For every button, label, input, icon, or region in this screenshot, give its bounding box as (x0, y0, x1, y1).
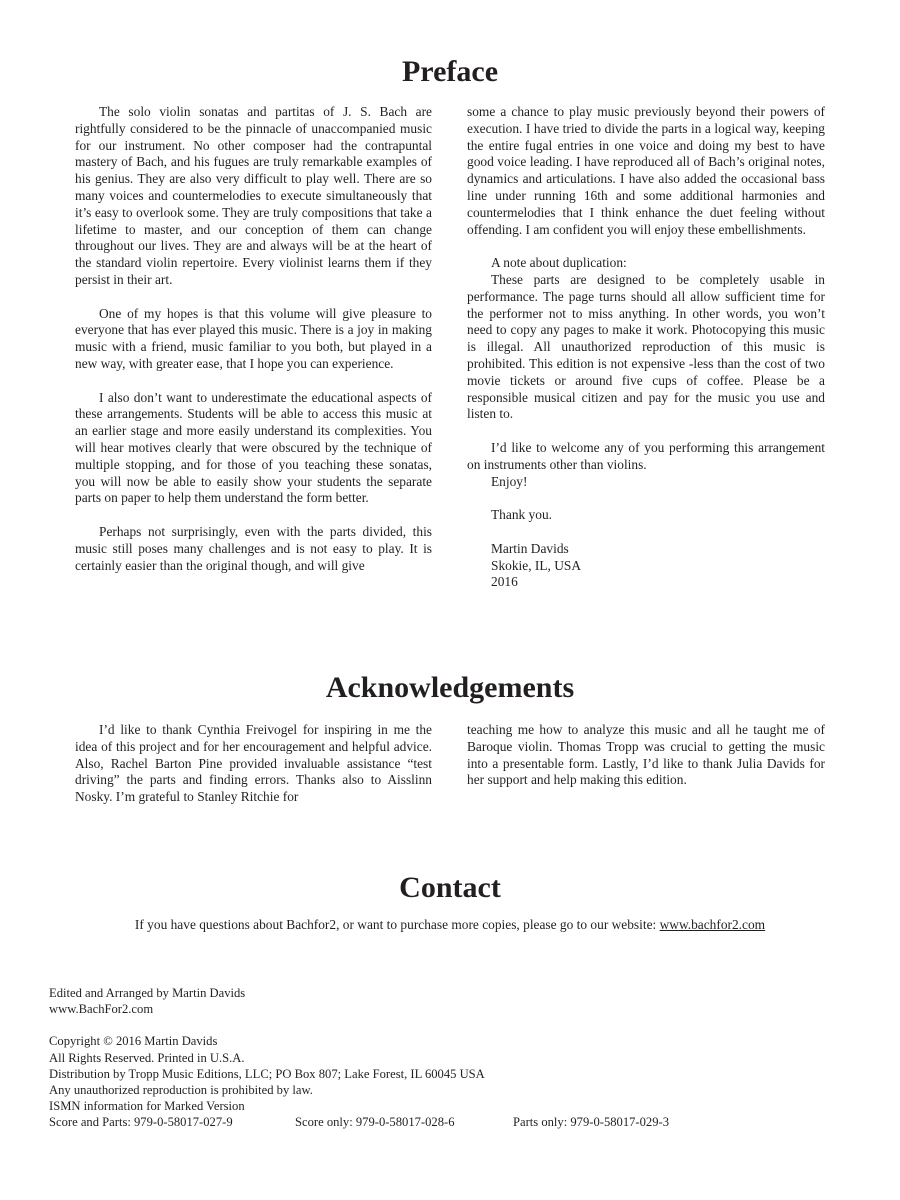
contact-line (0, 916, 900, 934)
duplication-text: These parts are designed to be completely usable in performance. The page turns should all allow sufficient time for the performer not to miss anything. In other words, you won’t need to copy any pages to make it work. Photocopying this music is illegal. All unauthorized reproduction of this music is prohibited. This edition is not expensive -less than the cost of two movie tickets or around five cups of coffee. Please be a responsible musical citizen and pay for the music you use and listen to. (467, 271, 825, 422)
ismn-info: ISMN information for Marked Version (49, 1099, 245, 1114)
duplication-heading: A note about duplication: (491, 255, 627, 271)
acknowledgements-text: I’d like to thank Cynthia Freivogel for inspiring in me the idea of this project and for her encouragement and helpful advice. Also, Rachel Barton Pine provided invaluable assistance “test driving” the parts and finding errors. Thanks also to Aisslinn Nosky. I’m grateful to Stanley Ritchie for (75, 722, 432, 805)
copyright: Copyright © 2016 Martin Davids (49, 1034, 218, 1049)
ismn-numbers (49, 1114, 849, 1130)
unauthorized-notice: Any unauthorized reproduction is prohibited by law. (49, 1083, 313, 1098)
acknowledgements-title: Acknowledgements (325, 671, 575, 704)
enjoy-text: Enjoy! (491, 473, 528, 489)
website-link[interactable]: www.bachfor2.com (659, 917, 766, 932)
acknowledgements-continuation: teaching me how to analyze this music and all he taught me of Baroque violin. Thomas Tropp was crucial to getting the music into a presentable form. Lastly, I’d like to thank Julia Davids for her support and help making this edition. (467, 722, 825, 788)
preface-title: Preface (401, 55, 499, 88)
rights: All Rights Reserved. Printed in U.S.A. (49, 1050, 245, 1065)
score-and-parts: Score and Parts: 979-0-58017-027-9 (49, 1115, 233, 1130)
preface-paragraph: One of my hopes is that this volume will give pleasure to everyone that has ever played this music. There is a joy in making music with a friend, music familiar to you both, but played in a new way, with greater ease, that I hope you can experience. (75, 305, 432, 371)
footer-site: www.BachFor2.com (49, 1002, 154, 1017)
preface-paragraph: Perhaps not surprisingly, even with the parts divided, this music still poses many challenges and is not easy to play. It is certainly easier than the original though, and will give (75, 523, 432, 573)
preface-left-column (75, 104, 432, 574)
distribution: Distribution by Tropp Music Editions, LLC; PO Box 807; Lake Forest, IL 60045 USA (49, 1066, 485, 1081)
score-only: Score only: 979-0-58017-028-6 (295, 1115, 455, 1130)
preface-paragraph: The solo violin sonatas and partitas of J. S. Bach are rightfully considered to be the pinnacle of unaccompanied music for our instrument. No other composer had the contrapuntal mastery of Bach, and his fugues are truly remarkable examples of his genius. They are also very difficult to play well. There are so many voices and countermelodies to execute simultaneously that it’s easy to overlook some. They are truly compositions that take a lifetime to master, and our conception of them can change throughout our lives. They are and always will be at the heart of the standard violin repertoire. Every violinist learns them if they persist in their art. (75, 104, 432, 287)
preface-right-column (467, 104, 825, 591)
signature-place: Skokie, IL, USA (491, 557, 582, 573)
thanks-text: Thank you. (491, 507, 552, 523)
welcome-text: I’d like to welcome any of you performing this arrangement on instruments other than violins. (467, 439, 825, 472)
parts-only: Parts only: 979-0-58017-029-3 (513, 1115, 670, 1130)
signature-year: 2016 (491, 574, 518, 590)
acknowledgements-left-column (75, 722, 432, 806)
preface-continuation: some a chance to play music previously beyond their powers of execution. I have tried to divide the parts in a logical way, keeping the entire fugal entries in one voice and doing my best to have good voice leading. I have reproduced all of Bach’s original notes, dynamics and articulations. I have also added the occasional bass line under running 16th and some additional harmonies and countermelodies that I think enhance the duet feeling without offending. I am confident you will enjoy these embellishments. (467, 104, 825, 237)
contact-title: Contact (399, 871, 501, 904)
acknowledgements-right-column (467, 722, 825, 789)
edited-by: Edited and Arranged by Martin Davids (49, 986, 246, 1000)
contact-text: If you have questions about Bachfor2, or want to purchase more copies, please go to our website: (134, 917, 660, 932)
signature-name: Martin Davids (491, 540, 569, 556)
preface-paragraph: I also don’t want to underestimate the educational aspects of these arrangements. Students will be able to access this music at an earlier stage and more easily understand its complexities. You will hear motives clearly that were obscured by the technique of multiple stopping, and for those of you teaching these sonatas, you will now be able to easily show your students the separate parts on paper to help them understand the form better. (75, 389, 432, 506)
footer (49, 985, 849, 1131)
